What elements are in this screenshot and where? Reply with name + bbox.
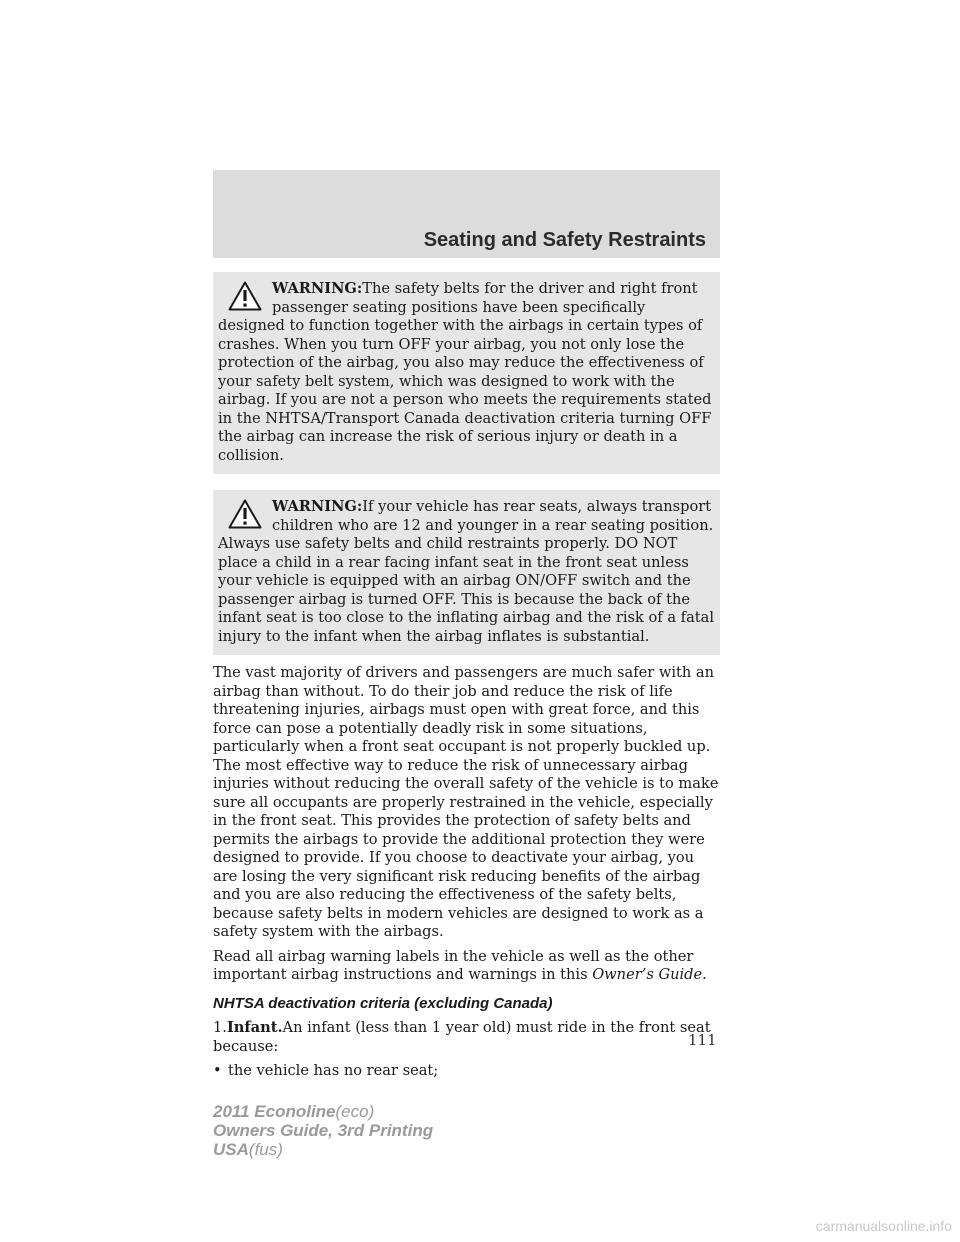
- section-title: Seating and Safety Restraints: [423, 229, 706, 251]
- criteria-item-1: [213, 1019, 720, 1056]
- footer-info: [213, 1102, 433, 1159]
- warning-body-1: The safety belts for the driver and right front passenger seating positions have been specifically designed to function together with the airbags in certain types of crashes. When you turn OFF your airbag, you not only lose the protection of the airbag, you also may reduce the effectiveness of your safety belt system, which was designed to work with the airbag. If you are not a person who meets the requirements stated in the NHTSA/Transport Canada deactivation criteria turning OFF the airbag can increase the risk of serious injury or death in a collision.: [218, 280, 712, 464]
- warning-triangle-icon: [228, 281, 262, 311]
- footer-line-3: [213, 1140, 433, 1159]
- owners-guide-reference: Owner’s Guide.: [592, 966, 707, 983]
- criteria-item-number: 1.: [213, 1019, 227, 1036]
- bullet-text: the vehicle has no rear seat;: [228, 1062, 439, 1079]
- page-number: 111: [688, 1031, 717, 1049]
- criteria-item-label: Infant.: [226, 1019, 283, 1036]
- warning-body-2: If your vehicle has rear seats, always transport children who are 12 and younger in a rear seating position. Always use safety belts and child restraints properly. DO NOT place a child in a rear facing infant seat in the front seat unless your vehicle is equipped with an airbag ON/OFF switch and the passenger airbag is turned OFF. This is because the back of the infant seat is too close to the inflating airbag and the risk of a fatal injury to the infant when the airbag inflates is substantial.: [218, 498, 715, 645]
- watermark: carmanualsonline.info: [815, 1218, 952, 1234]
- criteria-item-text: An infant (less than 1 year old) must ride in the front seat because:: [213, 1019, 711, 1055]
- footer-market-code: (fus): [248, 1140, 283, 1159]
- warning-text-1: [218, 280, 714, 465]
- warning-box-2: [213, 490, 720, 655]
- section-header: [213, 170, 720, 258]
- warning-label-2: WARNING:: [272, 498, 363, 515]
- warning-triangle-icon: [228, 499, 262, 529]
- footer-line-1: [213, 1102, 433, 1121]
- body-paragraph-2-text: Read all airbag warning labels in the vehicle as well as the other important airbag instructions and warnings in this: [213, 947, 694, 983]
- body-paragraph-2: [213, 948, 720, 985]
- warning-label-1: WARNING:: [272, 280, 363, 297]
- bullet-item-1: [213, 1062, 720, 1081]
- warning-box-1: [213, 272, 720, 474]
- section-subheading: NHTSA deactivation criteria (excluding Canada): [213, 994, 553, 1012]
- page-content: [213, 272, 720, 1081]
- footer-model-code: (eco): [335, 1102, 375, 1121]
- footer-market: USA: [213, 1140, 249, 1159]
- bullet-symbol: •: [213, 1062, 222, 1079]
- body-paragraph-1: The vast majority of drivers and passengers are much safer with an airbag than without. To do their job and reduce the risk of life threatening injuries, airbags must open with great force, and this force can pose a potentially deadly risk in some situations, particularly when a front seat occupant is not properly buckled up. The most effective way to reduce the risk of unnecessary airbag injuries without reducing the overall safety of the vehicle is to make sure all occupants are properly restrained in the vehicle, especially in the front seat. This provides the protection of safety belts and permits the airbags to provide the additional protection they were designed to provide. If you choose to deactivate your airbag, you are losing the very significant risk reducing benefits of the airbag and you are also reducing the effectiveness of the safety belts, because safety belts in modern vehicles are designed to work as a safety system with the airbags.: [213, 664, 719, 940]
- footer-line-2: [213, 1121, 433, 1140]
- footer-printing: Owners Guide, 3rd Printing: [213, 1121, 434, 1140]
- warning-text-2: [218, 498, 714, 646]
- footer-model: 2011 Econoline: [213, 1102, 336, 1121]
